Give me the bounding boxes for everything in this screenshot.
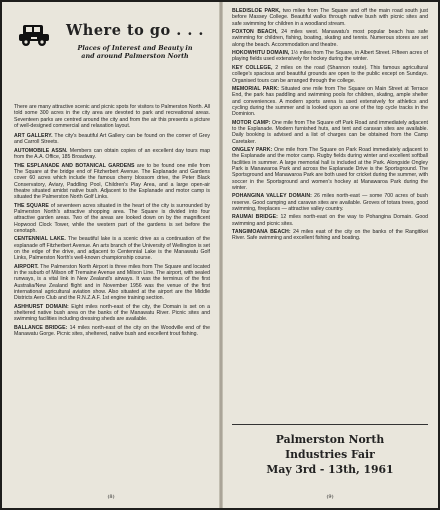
fair-line-2: Industries Fair	[285, 448, 375, 461]
page-number: (9)	[326, 494, 334, 500]
left-column	[14, 16, 210, 340]
entry-the-square	[14, 203, 210, 234]
right-column	[232, 8, 428, 244]
entry-name: AUTOMOBILE ASSN.	[14, 147, 68, 154]
left-page	[2, 2, 220, 508]
entry-motor-camp	[232, 120, 428, 145]
entry-text: 24 miles east of the city on the banks of the Rangitikei River. Safe swimming and excellent fishing and boating.	[232, 229, 428, 242]
entry-text: One mile from The Square off Park Road and immediately adjacent to the Esplanade. Modern furnished huts, and tent and caravan sites are available. Daily booking is advised and a list of charges can be obtained from the Camp Caretaker.	[232, 119, 428, 145]
entry-name: MEMORIAL PARK:	[232, 86, 280, 93]
entry-name: RAUMAI BRIDGE:	[232, 214, 278, 221]
page-number: (8)	[107, 494, 115, 500]
entry-memorial-park	[232, 86, 428, 117]
page-title: Where to go . . .	[66, 22, 204, 39]
entry-text: are to be found one mile from The Square at the bridge end of Fitzherbert Avenue. The Esplanade and Gardens cover 60 acres which include the famous cherry blossom drive, the Peter Black Conservatory, Aviary, Paddling Pool, Children's Play Area, and a large open-air theatre situated amidst native bush. Adjacent to the Esplanade and motor camp is situated the Palmerston North Golf Links.	[14, 162, 210, 201]
entry-hokowhitu-domain	[232, 50, 428, 63]
entry-name: BLEDISLOE PARK,	[232, 8, 281, 14]
page-header	[14, 16, 210, 104]
industries-fair-banner	[232, 424, 428, 477]
entry-text: 14 miles north-east of the city on the Woodville end of the Manawatu Gorge. Picnic sites, sheltered, native bush and excellent trout fishing.	[14, 324, 210, 338]
entry-bledisloe-park	[232, 8, 428, 27]
subtitle-line-2: and around Palmerston North	[81, 52, 189, 61]
entry-name: ASHHURST DOMAIN:	[14, 303, 69, 310]
entry-name: CENTENNIAL LAKE.	[14, 236, 66, 243]
entry-centennial-lake	[14, 236, 210, 261]
fair-line-1: Palmerston North	[275, 433, 385, 446]
entry-pohangina-valley-domain	[232, 193, 428, 212]
entry-text: Eight miles north-east of the city, the Domain is set on a sheltered native bush area on the banks of the Manawatu River. Picnic sites and swimming facilities including dressing sheds are available.	[14, 303, 210, 323]
entry-name: MOTOR CAMP:	[232, 119, 271, 126]
entry-text: 1½ miles from The Square, in Albert Street. Fifteen acres of playing fields used extensively for hockey during the winter.	[232, 50, 428, 63]
entry-name: FOXTON BEACH,	[232, 29, 278, 36]
entry-name: KEY COLLEGE,	[232, 64, 273, 71]
entry-esplanade	[14, 163, 210, 201]
entry-airport	[14, 264, 210, 302]
entry-text: Situated one mile from The Square on Main Street at Terrace End, the park has paddling and swimming pools for children, skating, ample shelter and conveniences. A modern sports arena is used extensively for athletics and cycling during the summer and is looked upon as one of the top cycle tracks in the Dominion.	[232, 86, 429, 118]
entry-art-gallery	[14, 133, 210, 146]
entry-ashhurst-domain	[14, 304, 210, 323]
banner-rule	[232, 424, 428, 425]
entry-name: BALLANCE BRIDGE:	[14, 324, 68, 331]
entry-text: The beautiful lake is a scenic drive as a continuation of the esplanade off Fitzherbert Avenue. An arts branch of the University of Wellington is set on the edge of the drive, and adjacent to Centennial Lake is the Manawatu Golf Links, Palmerston North's well-known championship course.	[14, 236, 210, 262]
intro-paragraph: There are many attractive scenic and picnic spots for visitors to Palmerston North. All told some 300 acres in the city area are devoted to park and recreational areas. Seventeen parks are centred around the city and from the air this presents a picture of well-designed commercial and relaxation layout.	[14, 104, 210, 129]
subtitle-line-1: Places of Interest and Beauty in	[77, 44, 193, 52]
vintage-car-icon	[18, 22, 50, 48]
entry-automobile-assn	[14, 148, 210, 161]
right-page	[222, 2, 438, 508]
entry-text: 24 miles west. Manawatu's most popular beach has safe swimming for children, fishing, boating, skating and tennis. Numerous stores are set along the beach. Accommodation and theatre.	[232, 29, 428, 48]
entry-foxton-beach	[232, 29, 428, 48]
entry-text: The city's beautiful Art Gallery can be found on the corner of Grey and Carroll Streets.	[14, 133, 210, 146]
entry-text: 12 miles north-east on the way to Pohangina Domain. Good swimming and picnic sites.	[232, 214, 428, 227]
entry-name: AIRPORT.	[14, 263, 39, 270]
entry-text: 26 miles north-east — some 700 acres of bush reserve. Good camping and caravan sites are available. Groves of totara trees, good swimming, fireplaces — attractive valley country.	[232, 193, 428, 212]
entry-key-college	[232, 65, 428, 84]
entry-tangimoana-beach	[232, 229, 428, 242]
entry-ballance-bridge	[14, 325, 210, 338]
booklet-spread	[2, 2, 438, 508]
page-subtitle	[60, 44, 210, 61]
entry-text: One mile from The Square on Park Road immediately adjacent to the Esplanade and the motor camp. Rugby fields during winter and excellent softball facilities in summer. A large memorial hall is included at the Park. Alongside Ongley Park is Manawaroa Park and across the Esplanade Drive is the Sportsground. The Sportsground and Manawaroa Park are both used for cricket during the summer, with soccer in the Sportsground and women's hockey at Manawaroa Park during the winter.	[232, 147, 428, 191]
entry-text: of seventeen acres situated in the heart of the city is surrounded by Palmerston North's attractive shopping area. The Square is divided into four attractive garden areas. Two of the areas are looked down on by the magnificent Hopwood Clock Tower, while the western part of the gardens is set before the cenotaph.	[14, 202, 210, 234]
entry-name: POHANGINA VALLEY DOMAIN:	[232, 193, 312, 200]
fair-dates: May 3rd - 13th, 1961	[266, 463, 394, 476]
entry-text: Members can obtain copies of an excellent day tours map from the A.A. Office, 185 Broadway.	[14, 147, 210, 161]
entry-text: 2 miles on the road (Shannon route). This famous agricultural college's spacious and beautiful grounds are open to the public except on Sundays. Organised tours can be arranged through the college.	[232, 64, 428, 84]
entry-name: THE SQUARE	[14, 202, 49, 209]
entry-name: HOKOWHITU DOMAIN,	[232, 50, 290, 57]
entry-raumai-bridge	[232, 214, 428, 227]
entry-name: ONGLEY PARK:	[232, 147, 273, 154]
entry-text: The Palmerston North Airport is three miles from The Square and located in the suburb of Milson off Tremaine Avenue and Milson Line. The airport, with sealed runways, is a vital link in New Zealand's airways. It was the terminus of the first Australia/New Zealand flight and in November 1956 was the venue of the first international agricultural aviation show. Also situated at the airport are the Middle Districts Aero Club and the R.N.Z.A.F. 1st engine training section.	[14, 263, 210, 302]
entry-text: two miles from The Square and off the main road south just before Massey College. Beautiful walks through native bush with picnic sites and safe swimming for children in a woodland stream.	[232, 8, 428, 27]
entry-name: ART GALLERY.	[14, 133, 53, 140]
entry-name: THE ESPLANADE AND BOTANICAL GARDENS	[14, 162, 135, 169]
entry-name: TANGIMOANA BEACH:	[232, 229, 291, 236]
entry-ongley-park	[232, 147, 428, 191]
